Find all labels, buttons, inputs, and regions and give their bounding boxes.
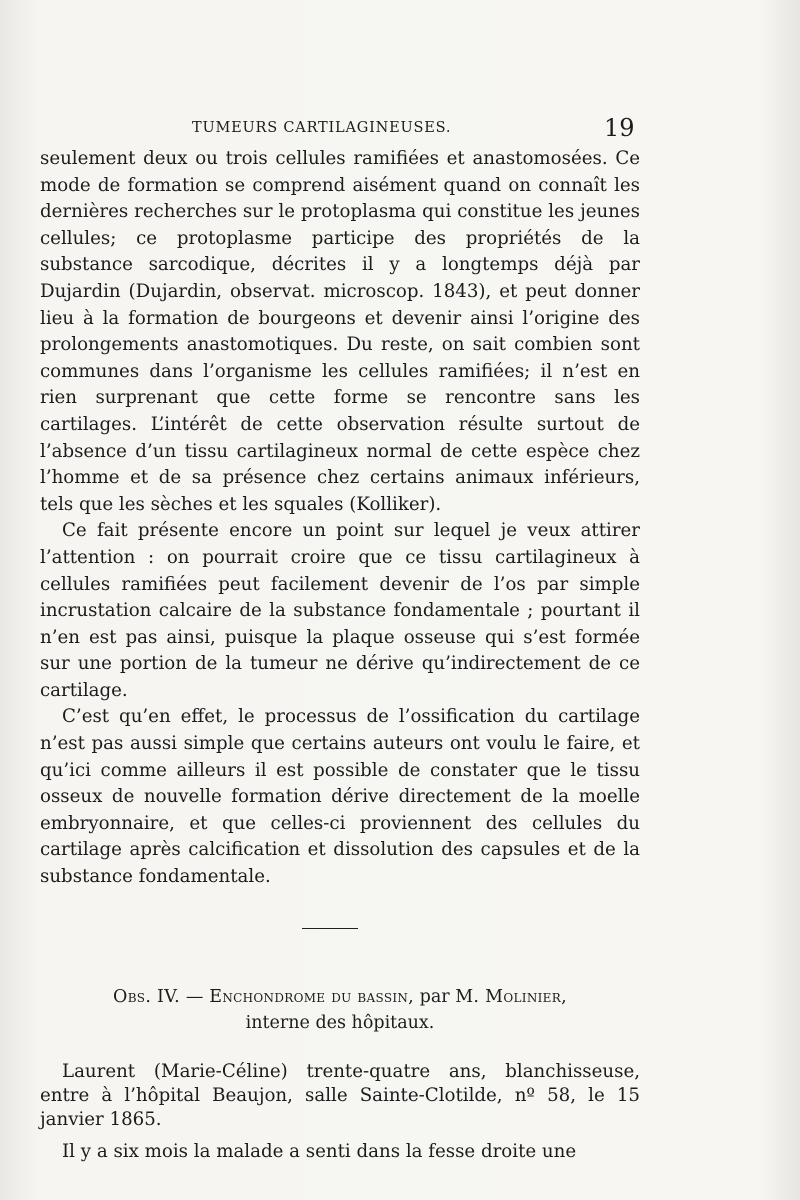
page-header (0, 114, 800, 144)
running-title: TUMEURS CARTILAGINEUSES. (192, 120, 452, 136)
page-number: 19 (604, 114, 635, 142)
case-paragraph: Laurent (Marie-Céline) trente-quatre ans, blanchisseuse, entre à l’hôpital Beaujon, salle Sainte-Clotilde, nº 58, le 15 janvier 1865. (40, 1061, 640, 1130)
observation-by: par (419, 987, 450, 1007)
paragraph: seulement deux ou trois cellules ramifiées et anastomosées. Ce mode de formation se comprend aisément quand on connaît les dernières recherches sur le protoplasma qui constitue les jeunes cellules; ce protoplasme participe des propriétés de la substance sarcodique, décrites il y a longtemps déjà par Dujardin (Dujardin, observat. microscop. 1843), et peut donner lieu à la formation de bourgeons et devenir ainsi l’origine des prolongements anastomotiques. Du reste, on sait combien sont communes dans l’organisme les cellules ramifiées; il n’est en rien surprenant que cette forme se rencontre sans les cartilages. L’intérêt de cette observation résulte surtout de l’absence d’un tissu cartilagineux normal de cette espèce chez l’homme et de sa présence chez certains animaux inférieurs, tels que les sèches et les squales (Kolliker). (40, 148, 640, 515)
paragraph: C’est qu’en effet, le processus de l’ossification du cartilage n’est pas aussi simple que certains auteurs ont voulu le faire, et qu’ici comme ailleurs il est possible de constater que le tissu osseux de nouvelle formation dérive directement de la moelle embryonnaire, et que celles-ci proviennent des cellules du cartilage après calcification et dissolution des capsules et de la substance fondamentale. (40, 706, 640, 888)
observation-heading (40, 984, 640, 1036)
observation-number: Obs. IV. — (113, 987, 204, 1007)
section-divider (302, 928, 358, 929)
case-paragraph: Il y a six mois la malade a senti dans la fesse droite une (62, 1141, 577, 1162)
paragraph: Ce fait présente encore un point sur lequel je veux attirer l’attention : on pourrait croire que ce tissu cartilagineux à cellules ramifiées peut facilement devenir de l’os par simple incrustation calcaire de la substance fondamentale ; pourtant il n’en est pas ainsi, puisque la plaque osseuse qui s’est formée sur une portion de la tumeur ne dérive qu’indirectement de ce cartilage. (40, 520, 640, 701)
body-text (40, 146, 640, 891)
case-text (40, 1060, 640, 1164)
observation-title: Enchondrome du bassin, (209, 987, 415, 1007)
observation-author: M. Molinier, (455, 987, 567, 1007)
observation-subtitle: interne des hôpitaux. (245, 1013, 435, 1033)
